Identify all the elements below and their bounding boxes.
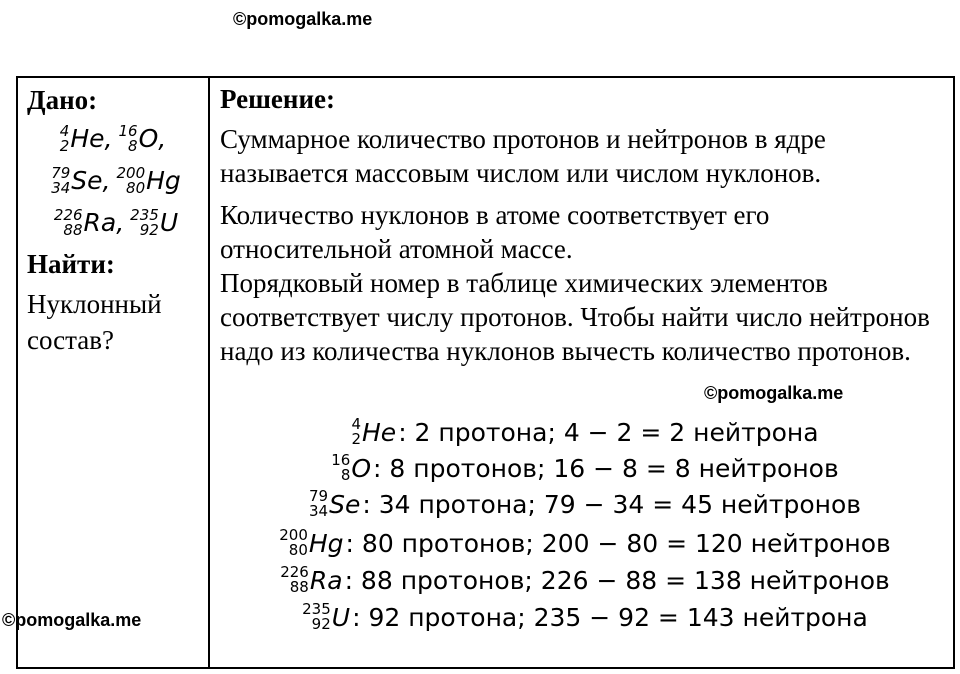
element-symbol: Ra [83,208,117,237]
atomic-number: 2 [351,430,361,448]
mass-number: 200 [279,526,308,544]
element-symbol: Ra [309,565,343,595]
isotope-ra [54,205,116,241]
solution-paragraph-3: Порядковый номер в таблице химических элементов соответствует числу протонов. Чтобы найти число нейтронов надо из количества нуклонов вычесть количество протонов. [220,268,930,366]
isotope-se [51,163,102,199]
element-symbol: O [351,453,372,483]
atomic-number: 92 [311,615,331,633]
separator: , [158,124,167,153]
calc-text: : 8 протонов; 16 − 8 = 8 нейтронов [373,453,839,483]
element-symbol: U [159,208,179,237]
isotope-u [302,602,350,632]
atomic-number: 8 [340,466,351,484]
atomic-number: 80 [288,541,308,559]
element-symbol: O [138,124,159,153]
given-title: Дано: [27,85,98,115]
calc-line-u [220,599,950,635]
mass-number: 226 [280,563,309,581]
column-divider [208,76,210,669]
mass-number: 200 [116,164,146,182]
mass-number: 235 [130,206,159,224]
find-title: Найти: [27,249,115,279]
watermark-middle: ©pomogalka.me [704,383,844,403]
solution-column [220,82,950,368]
calc-line-hg [220,525,950,561]
given-line-2 [27,160,205,202]
mass-number: 16 [331,451,351,469]
atomic-number: 34 [51,179,71,197]
calc-text: : 2 протона; 4 − 2 = 2 нейтрона [398,417,819,447]
mass-number: 4 [59,122,70,140]
calc-line-se [220,486,950,522]
calc-line-he [220,414,950,450]
mass-number: 226 [53,206,83,224]
element-symbol: Hg [308,528,344,558]
atomic-number: 8 [128,137,138,155]
given-column [27,82,205,358]
solution-paragraph-1: Суммарное количество протонов и нейтронов в ядре называется массовым числом или числом нуклонов. [220,124,826,188]
mass-number: 79 [51,164,71,182]
mass-number: 235 [302,600,331,618]
isotope-he [60,121,105,157]
element-symbol: He [70,124,105,153]
element-symbol: He [362,417,397,447]
element-symbol: Hg [146,166,181,195]
given-line-3 [27,202,205,244]
isotope-ra [280,565,342,595]
isotope-o [331,453,371,483]
atomic-number: 80 [126,179,146,197]
separator: , [104,124,113,153]
given-line-1 [27,118,205,160]
solution-title: Решение: [220,84,335,114]
isotope-se [309,489,360,519]
element-symbol: Se [329,489,361,519]
find-text: Нуклонный состав? [27,289,162,355]
isotope-o [118,121,158,157]
isotope-he [351,417,396,447]
watermark-top: ©pomogalka.me [233,9,373,29]
calc-line-o [220,450,950,486]
calc-text: : 92 протона; 235 − 92 = 143 нейтрона [352,602,868,632]
atomic-number: 88 [289,578,309,596]
isotope-hg [279,528,343,558]
mass-number: 4 [351,415,361,433]
separator: , [102,166,111,195]
calc-text: : 80 протонов; 200 − 80 = 120 нейтронов [345,528,891,558]
separator: , [116,208,125,237]
element-symbol: Se [71,166,103,195]
isotope-u [130,205,178,241]
calc-line-ra [220,562,950,598]
atomic-number: 2 [59,137,70,155]
isotope-hg [116,163,180,199]
mass-number: 79 [308,487,329,505]
atomic-number: 34 [308,502,329,520]
atomic-number: 92 [139,221,159,239]
calc-text: : 34 протона; 79 − 34 = 45 нейтронов [362,489,861,519]
solution-paragraph-2: Количество нуклонов в атоме соответствует его относительной атомной массе. [220,200,770,264]
calc-text: : 88 протонов; 226 − 88 = 138 нейтронов [344,565,890,595]
element-symbol: U [331,602,351,632]
mass-number: 16 [118,122,138,140]
atomic-number: 88 [63,221,83,239]
watermark-bottom: ©pomogalka.me [2,610,142,630]
